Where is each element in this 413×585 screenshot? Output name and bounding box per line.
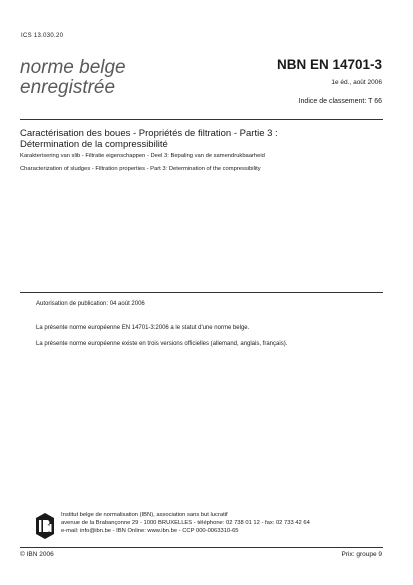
brand-line-1: norme belge xyxy=(20,57,126,78)
divider-middle xyxy=(20,292,383,293)
publication-authorization: Autorisation de publication: 04 août 2006 xyxy=(36,301,145,307)
standard-id: NBN EN 14701-3 xyxy=(276,57,382,72)
institute-address: avenue de la Brabançonne 29 - 1000 BRUXELLES - téléphone: 02 738 01 12 - fax: 02 733 42 64 xyxy=(61,520,310,526)
status-statement: La présente norme européenne EN 14701-3:2006 a le statut d'une norme belge. xyxy=(36,325,250,331)
ibn-logo-icon xyxy=(34,512,56,540)
institute-contact: e-mail: info@ibn.be - IBN Online: www.ibn.be - CCP 000-0063310-65 xyxy=(61,528,239,534)
title-french-line-2: Détermination de la compressibilité xyxy=(20,139,168,150)
institute-name: Institut belge de normalisation (IBN), association sans but lucratif xyxy=(61,512,228,518)
copyright: © IBN 2006 xyxy=(20,551,54,558)
edition-date: 1e éd., août 2006 xyxy=(331,79,382,86)
classification-index: Indice de classement: T 66 xyxy=(298,98,382,105)
divider-bottom xyxy=(20,547,383,548)
ics-code: ICS 13.030.20 xyxy=(21,33,64,39)
price-group: Prix: groupe 9 xyxy=(341,551,382,558)
title-french xyxy=(20,128,278,150)
versions-statement: La présente norme européenne existe en trois versions officielles (allemand, anglais, français). xyxy=(36,341,288,347)
title-french-line-1: Caractérisation des boues - Propriétés de filtration - Partie 3 : xyxy=(20,128,278,139)
title-english: Characterization of sludges - Filtration properties - Part 3: Determination of the compressibility xyxy=(20,166,261,172)
title-dutch: Karakterisering van slib - Filtratie eigenschappen - Deel 3: Bepaling van de samendrukbaarheid xyxy=(20,153,265,159)
brand-line-2: enregistrée xyxy=(20,77,116,98)
divider-top xyxy=(20,119,383,120)
